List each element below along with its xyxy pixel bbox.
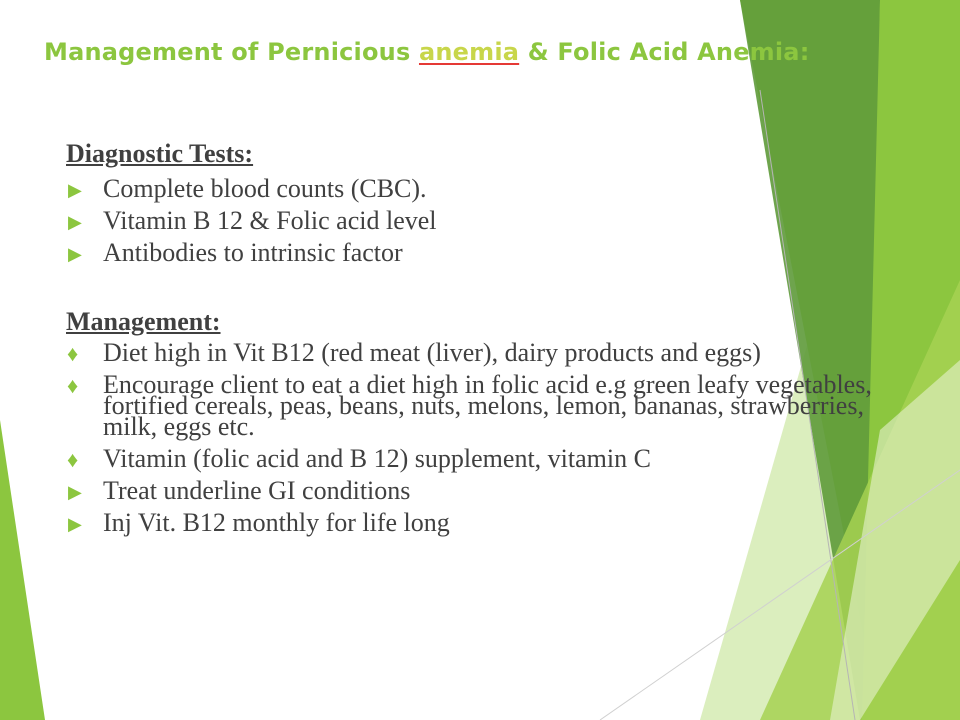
- title-part-1: Management of Pernicious: [44, 38, 419, 66]
- title-emphasis: anemia: [418, 38, 520, 66]
- diagnostic-item: [66, 174, 916, 203]
- slide-title: [44, 38, 944, 66]
- diagnostic-heading: Diagnostic Tests:: [66, 139, 254, 168]
- diamond-bullet-icon: ♦: [67, 373, 79, 398]
- triangle-bullet-icon: ▶: [68, 482, 82, 502]
- triangle-bullet-icon: ▶: [68, 514, 82, 534]
- management-item: [66, 338, 916, 367]
- management-item-text: Treat underline GI conditions: [103, 476, 411, 505]
- diagnostic-item: [66, 206, 916, 235]
- management-item-text: Diet high in Vit B12 (red meat (liver), dairy products and eggs): [103, 338, 761, 367]
- diagnostic-item-text: Antibodies to intrinsic factor: [103, 238, 403, 267]
- left-green-triangle: [0, 420, 45, 720]
- management-heading: Management:: [66, 307, 221, 336]
- triangle-bullet-icon: ▶: [68, 244, 82, 264]
- management-item-text: Encourage client to eat a diet high in folic acid e.g green leafy vegetables, fortified cereals, peas, beans, nuts, melons, lemon, bananas, strawberries, milk, eggs etc.: [103, 370, 872, 441]
- diagnostic-item-text: Vitamin B 12 & Folic acid level: [103, 206, 437, 235]
- diamond-bullet-icon: ♦: [67, 341, 79, 366]
- management-item: [66, 476, 916, 505]
- management-item-text: Inj Vit. B12 monthly for life long: [103, 508, 450, 537]
- triangle-bullet-icon: ▶: [68, 212, 82, 232]
- diamond-bullet-icon: ♦: [67, 447, 79, 472]
- diagnostic-item: [66, 238, 916, 267]
- management-item: [66, 444, 916, 473]
- management-item: [66, 508, 916, 537]
- title-part-2: & Folic Acid Anemia:: [519, 38, 810, 66]
- management-item: [66, 370, 916, 441]
- diagnostic-item-text: Complete blood counts (CBC).: [103, 174, 427, 203]
- slide-content: [66, 136, 916, 544]
- management-item-text: Vitamin (folic acid and B 12) supplement, vitamin C: [103, 444, 651, 473]
- triangle-bullet-icon: ▶: [68, 180, 82, 200]
